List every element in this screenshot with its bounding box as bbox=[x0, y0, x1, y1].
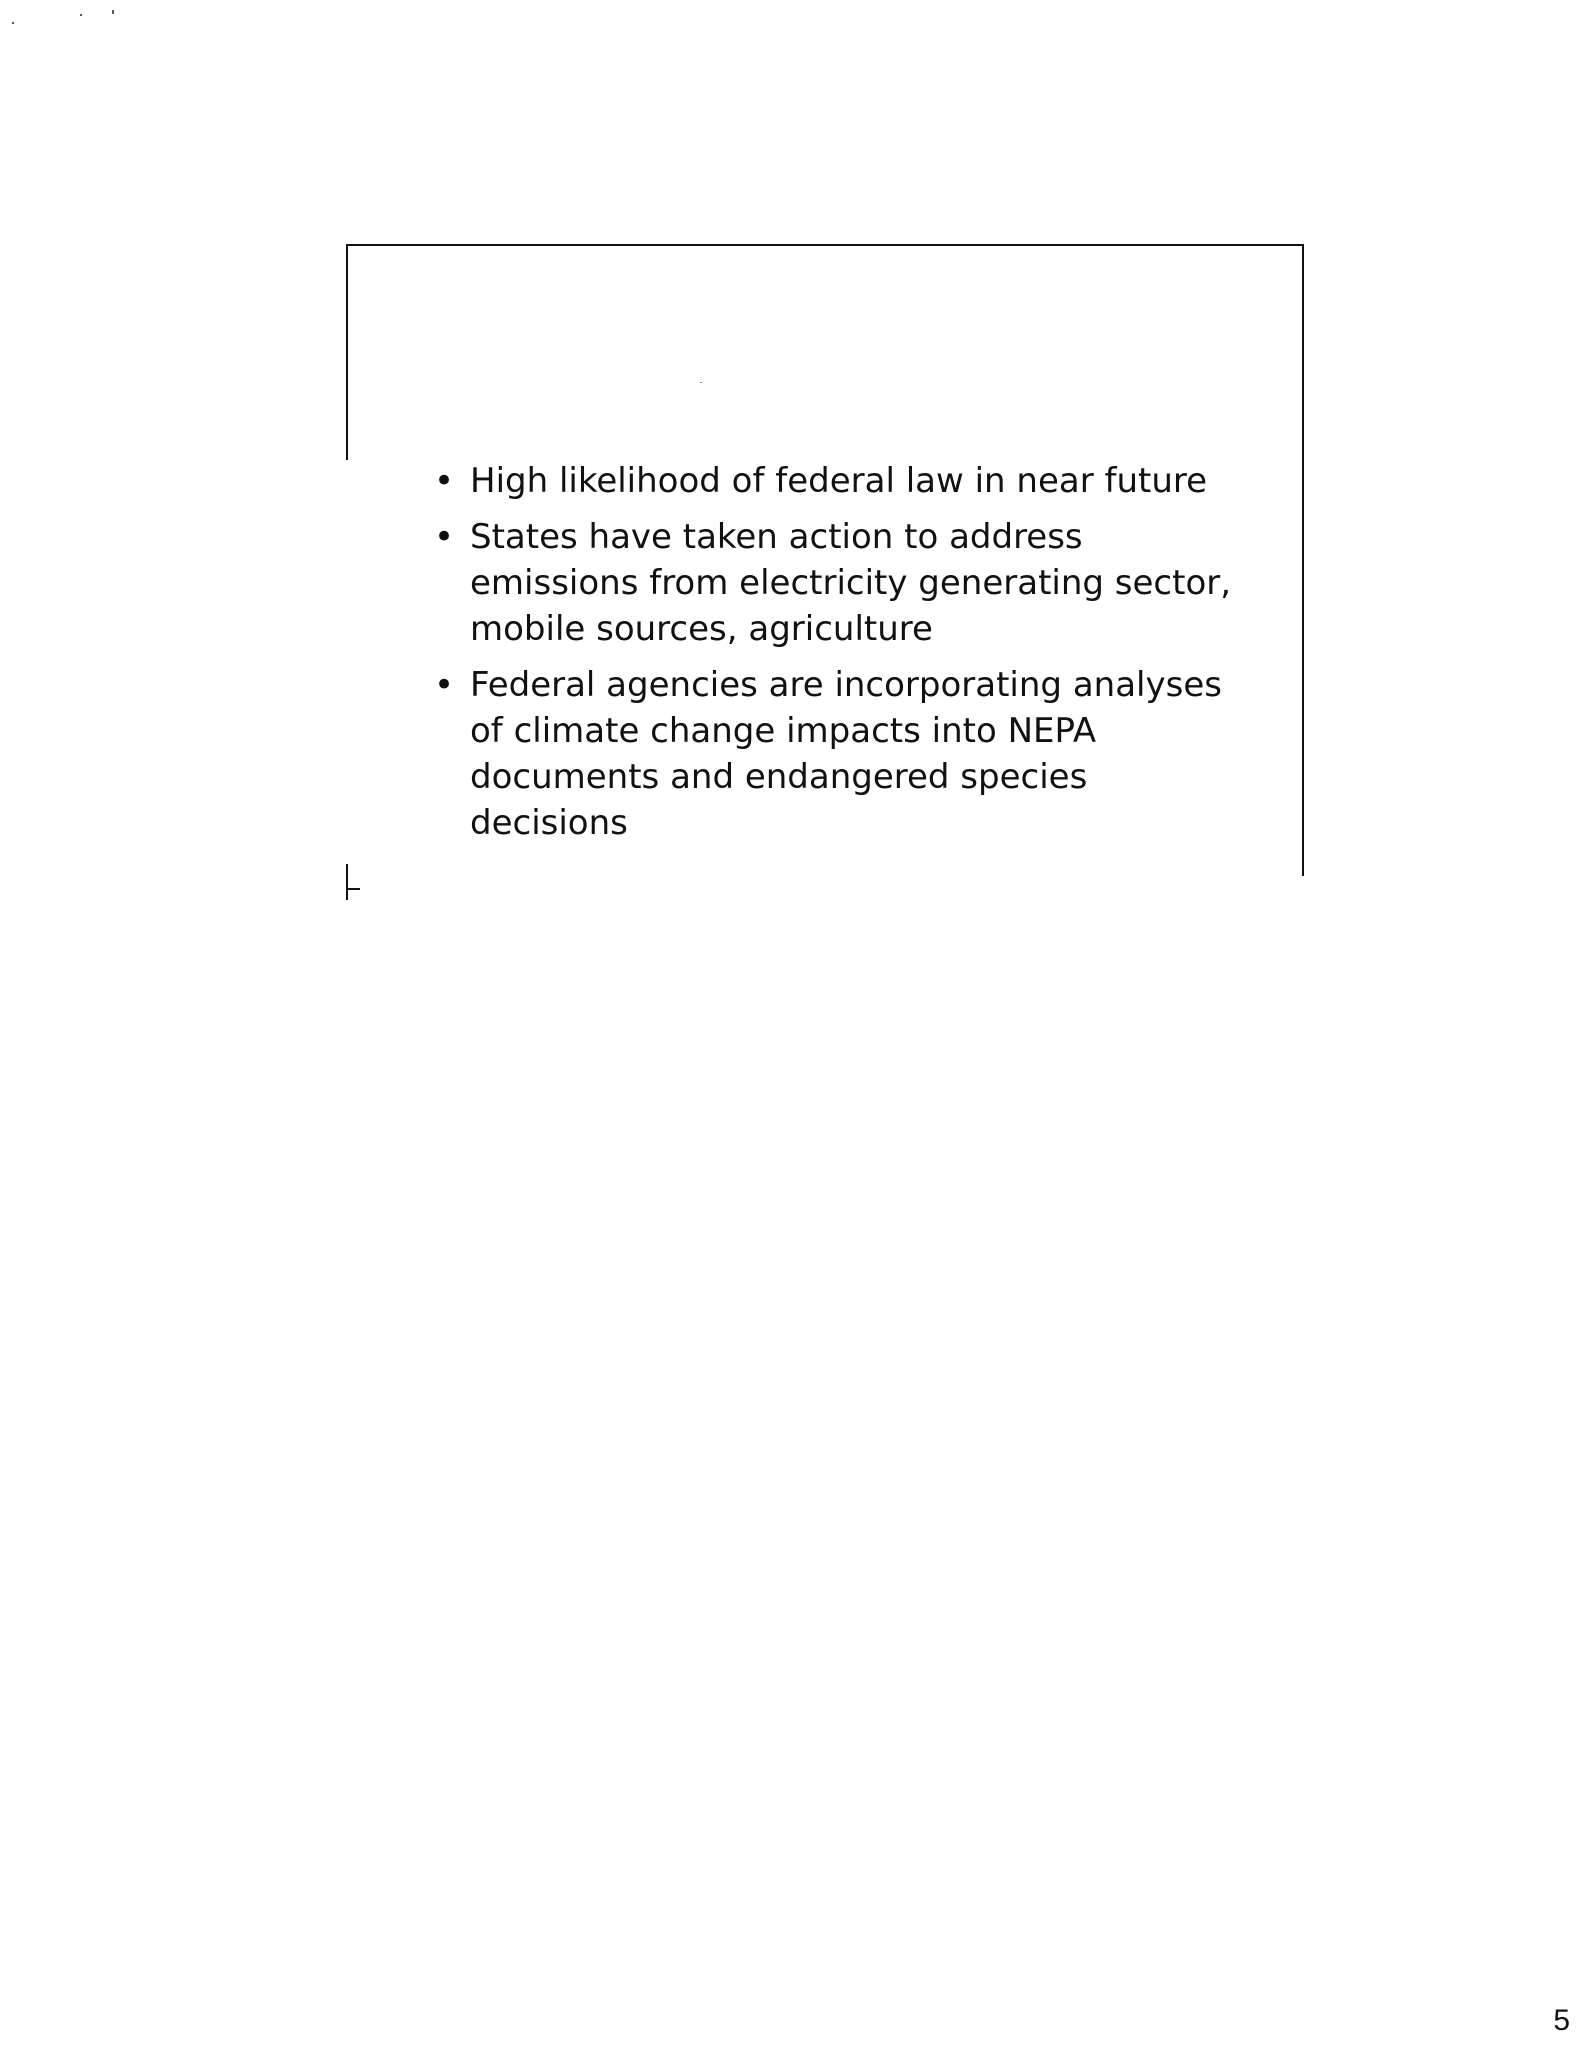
scan-speck bbox=[12, 22, 14, 24]
scan-speck bbox=[112, 10, 114, 14]
corner-mark bbox=[346, 888, 360, 890]
bullet-list bbox=[428, 458, 1248, 856]
slide-frame bbox=[346, 244, 1304, 876]
slide-border-left-fragment bbox=[346, 864, 348, 900]
bullet-text: High likelihood of federal law in near future bbox=[470, 461, 1208, 501]
slide-border-left bbox=[346, 244, 348, 460]
bullet-item bbox=[428, 458, 1248, 504]
bullet-item bbox=[428, 662, 1248, 846]
bullet-text: States have taken action to address emissions from electricity generating sector, mobile sources, agriculture bbox=[470, 517, 1232, 649]
bullet-text: Federal agencies are incorporating analyses of climate change impacts into NEPA documents and endangered species decisions bbox=[470, 665, 1222, 843]
slide-border-top bbox=[346, 244, 1304, 246]
scan-speck bbox=[80, 14, 82, 16]
slide-border-right bbox=[1302, 244, 1304, 876]
bullet-icon: • bbox=[434, 665, 455, 705]
bullet-icon: • bbox=[434, 461, 455, 501]
page-number: 5 bbox=[1553, 2004, 1570, 2037]
bullet-item bbox=[428, 514, 1248, 652]
scan-speck bbox=[700, 382, 702, 383]
bullet-icon: • bbox=[434, 517, 455, 557]
